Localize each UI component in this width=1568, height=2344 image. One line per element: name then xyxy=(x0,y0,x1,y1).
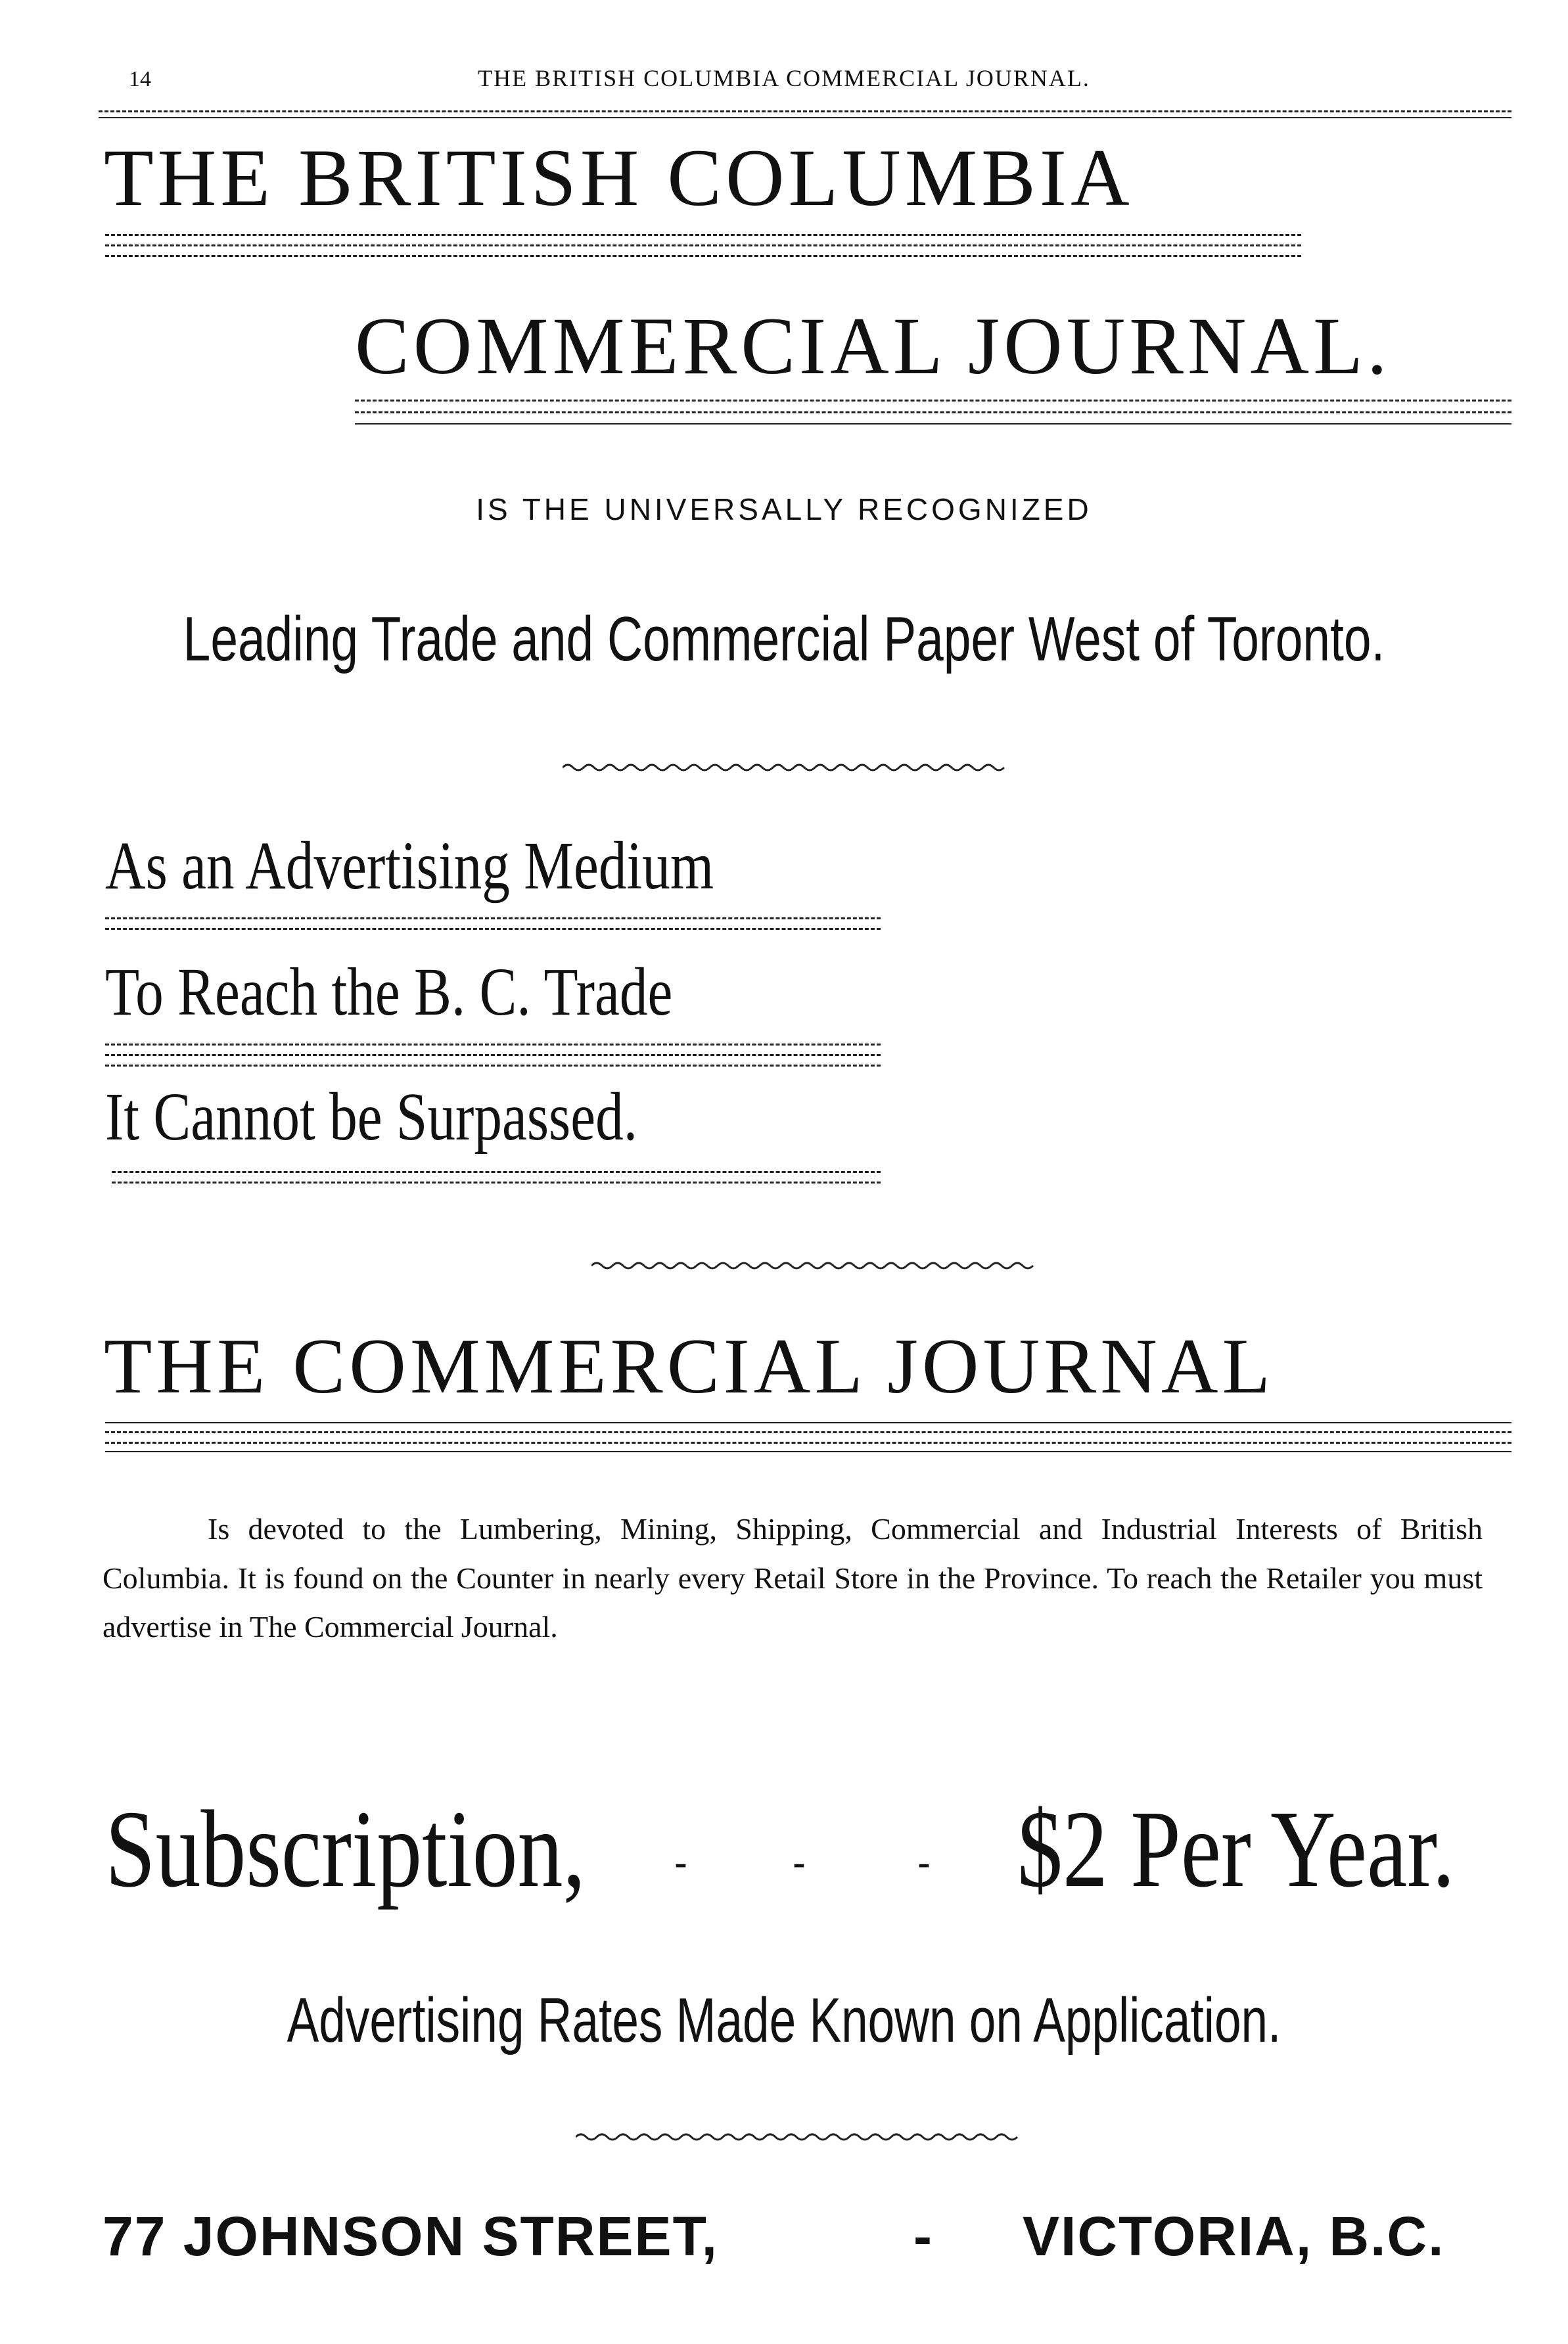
masthead-line-1: THE BRITISH COLUMBIA xyxy=(104,133,1134,223)
leading-paper-tagline: Leading Trade and Commercial Paper West of Toronto. xyxy=(183,604,1385,674)
masthead-line-2: COMMERCIAL JOURNAL. xyxy=(355,301,1391,391)
masthead-rule-1c xyxy=(105,255,1301,257)
masthead-rule-2a xyxy=(355,400,1511,402)
masthead-rule-2b xyxy=(355,411,1511,413)
subscription-price: $2 Per Year. xyxy=(1017,1788,1455,1910)
advertising-rule-3a xyxy=(112,1171,881,1173)
advertising-line-3: It Cannot be Surpassed. xyxy=(105,1079,638,1155)
wavy-divider-3 xyxy=(576,2130,1023,2144)
advertising-rates: Advertising Rates Made Known on Application. xyxy=(287,1985,1281,2056)
body-paragraph: Is devoted to the Lumbering, Mining, Shipping, Commercial and Industrial Interests of British Columbia. It is found on the Counter in nearly every Retail Store in the Province. To reach the Retailer you must advertise in The Commercial Journal. xyxy=(103,1512,1483,1644)
advertising-rule-2c xyxy=(105,1065,881,1067)
recognized-tagline: IS THE UNIVERSALLY RECOGNIZED xyxy=(476,492,1092,526)
advertising-rule-2a xyxy=(105,1044,881,1046)
masthead-rule-1b xyxy=(105,244,1301,246)
subscription-dash-2: - xyxy=(793,1841,806,1885)
masthead-rule-2c xyxy=(355,423,1511,425)
header-rule-solid xyxy=(99,117,1511,118)
advertising-rule-1b xyxy=(105,928,881,930)
journal-rule-d xyxy=(105,1451,1511,1452)
advertising-rule-1a xyxy=(105,917,881,919)
journal-rule-b xyxy=(105,1431,1511,1433)
advertising-rule-2b xyxy=(105,1054,881,1056)
page-number: 14 xyxy=(129,67,151,91)
journal-title: THE COMMERCIAL JOURNAL xyxy=(104,1322,1274,1410)
subscription-label: Subscription, xyxy=(105,1788,586,1910)
running-title: THE BRITISH COLUMBIA COMMERCIAL JOURNAL. xyxy=(478,65,1090,91)
wavy-divider-1 xyxy=(563,761,1009,774)
masthead-rule-1a xyxy=(105,234,1301,236)
footer-city: VICTORIA, B.C. xyxy=(1023,2205,1445,2267)
journal-rule-c xyxy=(105,1442,1511,1444)
footer-separator: - xyxy=(913,2205,932,2267)
footer-address: 77 JOHNSON STREET, xyxy=(103,2205,718,2267)
subscription-dash-1: - xyxy=(674,1841,687,1885)
wavy-divider-2 xyxy=(591,1259,1038,1272)
advertising-rule-3b xyxy=(112,1182,881,1183)
advertising-line-2: To Reach the B. C. Trade xyxy=(105,954,673,1030)
advertising-line-1: As an Advertising Medium xyxy=(105,828,714,904)
header-rule xyxy=(99,110,1511,112)
journal-rule-a xyxy=(105,1422,1511,1423)
subscription-dash-3: - xyxy=(917,1841,931,1885)
